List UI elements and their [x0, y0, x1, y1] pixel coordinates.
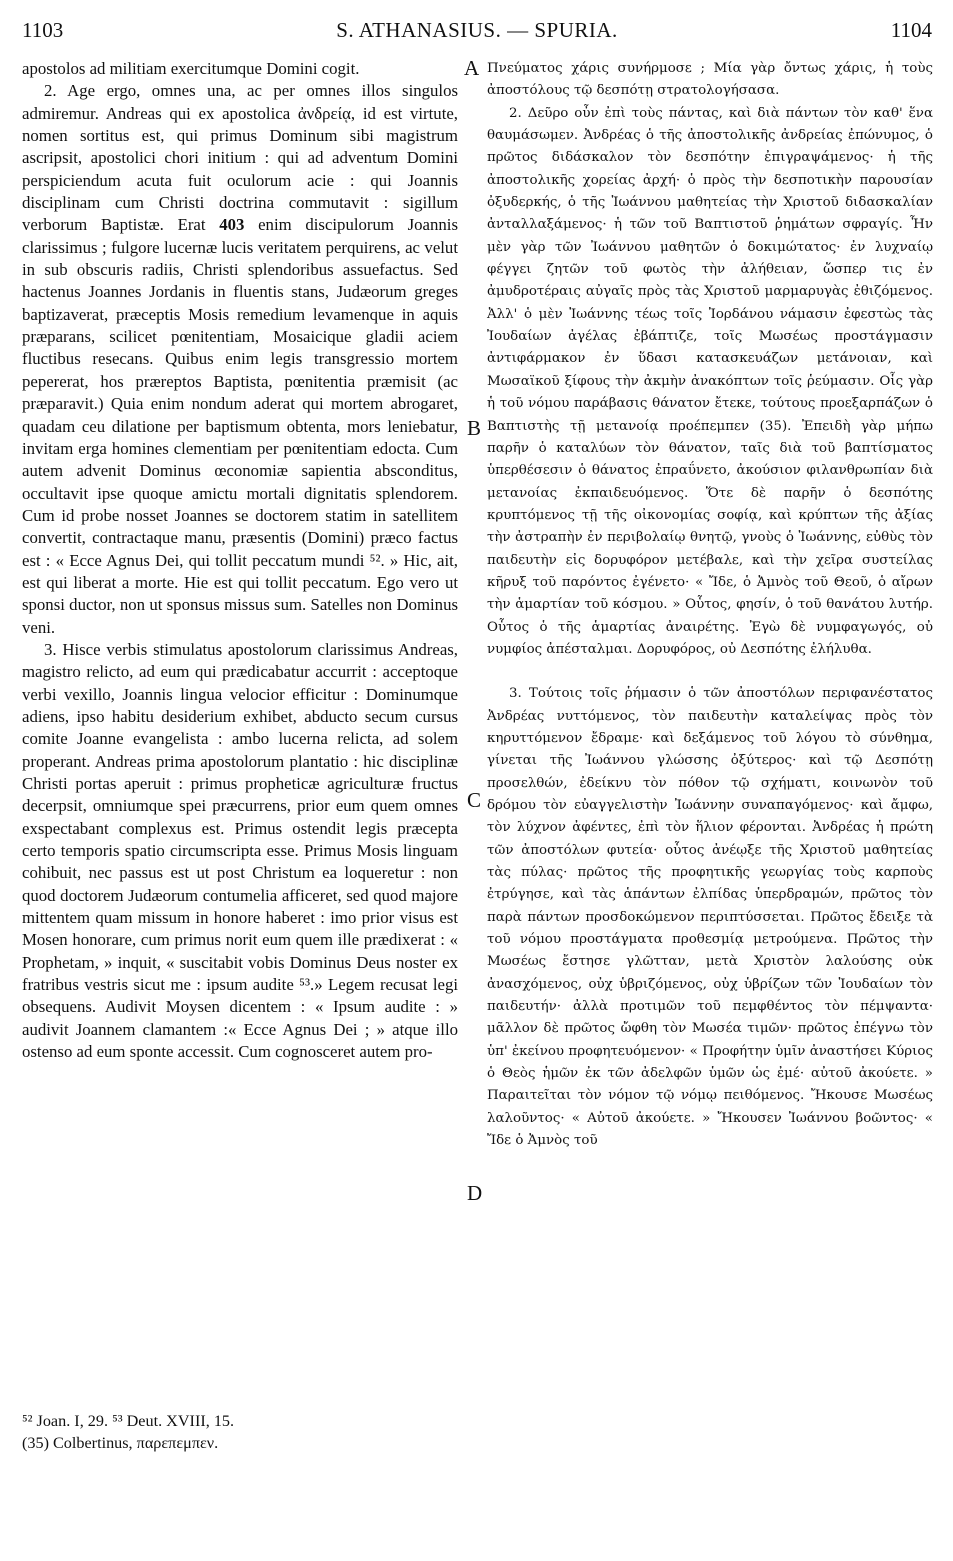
section-marker-c: C [467, 788, 482, 812]
latin-paragraph-3: 3. Hisce verbis stimulatus apostolorum clarissimus Andreas, magistro relicto, ad eum qui prædicabatur accurrit : acceptoque verbi vexillo, Joannis lingua velocior efficitur : Dominumque adiens, ipso habitu desiderium exhibet, abducto secum cursus comite Joanne evangelista : ambo lucerna relicta, ad solem properant. Andreas prima apostolorum plantatio : hic disciplinæ Christi portas aperuit : primus propheticæ agriculturæ fructus decerpsit, omniumque spei præcurrens, prior eum quem omnes exspectabant complexus est. Primus ostendit legis præcepta certo temporis spatio circumscripta esse. Primus Mosis linguam cohibuit, nec passus est ut post Christum ea loqueretur : non quod doctorem Judæorum contumelia afficeret, sed quod majore mittentem quam missum in honore haberet : imo prior visus est Mosen honorare, cum primus norit eum quem ille prædixerat : « Prophetam, » inquit, « suscitabit vobis Dominus Deus noster ex fratribus vestris sicut me : ipsum audite ⁵³.» Legem recusat legi obsequens. Audivit Moysen dicentem : « Ipsum audite : » audivit Joannem clamantem :« Ecce Agnus Dei ; » atque illo ostenso ad eum sponte accessit. Cum cognosceret autem pro- [22, 639, 458, 1062]
latin-paragraph-2-part-b: enim discipulorum Joannis clarissimus ; fulgore lucernæ lucis veritatem perquirens, ac velut in sub obscuris radiis, Christi splendoribus assuefactus. Sed hactenus Joannes Jordanis in fluentis stans, Judæorum greges baptizaverat, præceptis Mosis remedium levamenque in aquis præparans, scilicet pœnitentiam, Mosaicique gladii aciem fluctibus resecans. Quibus enim legis transgressio mortem pepererat, hos præreptos Baptista, pœnitentia præmisit (ac præparavit.) Quia enim nondum aderat qui mortem abrogaret, quadam ceu dilatione per baptismum obtenta, mors leniebatur, invitam erga homines clementiam per pœnitentiam edocta. Cum autem advenit Dominus œconomiæ sapientia absconditus, occultavit ipse quoque amictu mortali dignitatis splendorem. Cum id probe nosset Joannes se doctorem statim in satellitem convertit, contractaque manu, præsentis (Domini) præco factus est : « Ecce Agnus Dei, qui tollit peccatum mundi ⁵². » Hic, ait, est qui liberat a morte. Hie est qui tollit peccatum. Ego vero ut sponsi ductor, non ut sponsus missus sum. Satelles non Dominus veni. [22, 215, 458, 637]
latin-column [22, 58, 458, 1063]
page-number-right: 1104 [890, 18, 932, 42]
latin-paragraph-2 [22, 80, 458, 639]
running-title: S. ATHANASIUS. — SPURIA. [336, 18, 618, 42]
greek-paragraph-2: 2. Δεῦρο οὖν ἐπὶ τοὺς πάντας, καὶ διὰ πάντων τὸν καθ' ἕνα θαυμάσωμεν. Ἀνδρέας ὁ τῆς ἀποστολικῆς ἀνδρείας ἐπώνυμος, ὁ πρῶτος διδάσκαλον τὸν δεσπότην ἐπιγραψάμενος· ἡ τῆς ἀποστολικῆς χορείας ἀρχή· ὁ πρὸς τὴν δεσποτικὴν παρουσίαν ὀξυδερκής, ὁ τῆς Ἰωάννου μαθητείας τὴν Χριστοῦ διδασκαλίαν ἀνταλλαξάμενος· ἡ τῶν τοῦ Βαπτιστοῦ ῥημάτων σφραγίς. Ἦν μὲν γὰρ τῶν Ἰωάννου μαθητῶν ὁ δοκιμώτατος· ἐν λυχναίῳ φέγγει ζητῶν τοῦ φωτὸς τὴν ἀλήθειαν, ὥσπερ τις ἐν ἀμυδροτέραις αὐγαῖς πρὸς τὰς Χριστοῦ μαρμαρυγὰς ἐθιζόμενος. Ἀλλ' ὁ μὲν Ἰωάννης τέως τοῖς Ἰορδάνου νάμασιν ἐφεστὼς τὰς Ἰουδαίων ἀγέλας ἐβάπτιζε, τοῖς Μωσέως προστάγμασιν ἀντιφάρμακον ἐν ὕδασι κατασκευάζων μετάνοιαν, καὶ Μωσαϊκοῦ ξίφους τὴν ἀκμὴν ἀνακόπτων τοῖς ῥεύμασιν. Οἷς γὰρ ἡ τοῦ νόμου παράβασις θάνατον ἔτεκε, τούτους προεξαρπάζων ὁ Βαπτιστὴς τῇ μετανοίᾳ προέπεμπεν (35). Ἐπειδὴ γὰρ μήπω παρῆν ὁ καταλύων τὸν θάνατον, ταῖς διὰ τοῦ βαπτίσματος ὑπερθέσεσιν ὁ θάνατος ἐπραΰνετο, ἀκούσιον φιλανθρωπίαν διὰ μετανοίας ἐκπαιδευόμενος. Ὅτε δὲ παρῆν ὁ δεσπότης κρυπτόμενος τῇ τῆς οἰκονομίας σοφίᾳ, καὶ κρύπτων τῆς ἀξίας τὴν ἀστραπὴν ἐν περιβολαίῳ θνητῷ, γνοὺς ὁ Ἰωάννης, εὐθὺς τὸν παιδευτὴν εἰς δορυφόρον μετέβαλε, καὶ τὴν χεῖρα συστείλας κῆρυξ τοῦ παρόντος ἐγένετο· « Ἴδε, ὁ Ἀμνὸς τοῦ Θεοῦ, ὁ αἴρων τὴν ἁμαρτίαν τοῦ κόσμου. » Οὗτος, φησίν, ὁ τοῦ θανάτου λυτήρ. Οὗτος ὁ τῆς ἁμαρτίας ἀναιρέτης. Ἐγὼ δὲ νυμφαγωγός, οὐ νυμφίος ἀπέσταλμαι. Δορυφόρος, οὐ Δεσπότης ἐλήλυθα. [487, 105, 933, 657]
page-header [22, 18, 932, 48]
column-number-bold: 403 [219, 215, 245, 235]
footnote-scripture: ⁵² Joan. I, 29. ⁵³ Deut. XVIII, 15. [22, 1412, 235, 1430]
paragraph-gap [487, 661, 933, 683]
page-number-left: 1103 [22, 18, 64, 42]
greek-paragraph-3: 3. Τούτοις τοῖς ῥήμασιν ὁ τῶν ἀποστόλων περιφανέστατος Ἀνδρέας νυττόμενος, τὸν παιδευτὴν καταλείψας πρὸς τὸν κηρυττόμενον ἔδραμε· καὶ δεξάμενος τοῦ λόγου τὸ σύνθημα, γίνεται τῆς Ἰωάννου γλώσσης ὀξύτερος· καὶ τῷ Δεσπότῃ προσελθών, ἐδείκνυ τὸν πόθον τῷ σχήματι, κοινωνὸν τοῦ δρόμου τὸν εὐαγγελιστὴν Ἰωάννην συναπαγόμενος· καὶ ἄμφω, τὸν λύχνον ἀφέντες, ἐπὶ τὸν ἥλιον φέρονται. Ἀνδρέας ἡ πρώτη τῶν ἀποστόλων φυτεία· οὗτος ἀνέῳξε τῆς Χριστοῦ μαθητείας τὰς πύλας· πρῶτος τῆς προφητικῆς γεωργίας τοὺς καρποὺς ἐτρύγησε, καὶ τὰς ἁπάντων ἐλπίδας ὑπερδραμών, πρῶτος τὸν παρὰ πάντων προσδοκώμενον περιπτύσσεται. Πρῶτος ἔδειξε τὰ τοῦ νόμου προστάγματα προθεσμίᾳ μετρούμενα. Πρῶτος τὴν Μωσέως ἔστησε γλῶτταν, μετὰ Χριστὸν λαλούσης οὐκ ἀνασχόμενος, οὐχ ὑβριζόμενος, οὐχ ὑβρίζων τῶν Ἰουδαίων τὸν παιδευτήν· ἀλλὰ προτιμῶν τοῦ πεμφθέντος τὸν πέμψαντα· μᾶλλον δὲ πρῶτος ὤφθη τὸν Μωσέα τιμῶν· πρῶτος ἐπέγνω τὸν ὑπ' ἐκείνου προφητευόμενον· « Προφήτην ὑμῖν ἀναστήσει Κύριος ὁ Θεὸς ἡμῶν ἐκ τῶν ἀδελφῶν ὑμῶν ὡς ἐμέ· αὐτοῦ ἀκούετε. » Παραιτεῖται τὸν νόμον τῷ νόμῳ πειθόμενος. Ἤκουσε Μωσέως λαλοῦντος· « Αὐτοῦ ἀκούετε. » Ἤκουσεν Ἰωάννου βοῶντος· « Ἴδε ὁ Ἀμνὸς τοῦ [487, 686, 933, 1149]
footnotes [22, 1410, 458, 1454]
section-marker-a: A [464, 56, 480, 80]
section-marker-d: D [467, 1181, 483, 1205]
section-marker-b: B [467, 416, 482, 440]
greek-paragraph-1: Πνεύματος χάρις συνήρμοσε ; Μία γὰρ ὄντως χάρις, ἡ τοὺς ἀποστόλους τῷ δεσπότῃ στρατολογήσασα. [487, 61, 933, 99]
greek-column [487, 58, 933, 1153]
latin-paragraph-2-part-a: 2. Age ergo, omnes una, ac per omnes illos singulos admiremur. Andreas qui ex apostolica ἀνδρείᾳ, id est virtute, nomen sortitus est, qui primus Dominum sibi magistrum ascripsit, apostolici chori initium : qui ad adventum Domini perspiciendum acuta fuit oculorum acie : qui Joannis disciplinam cum Christi doctrina commutavit : sigillum verborum Baptistæ. Erat [22, 81, 458, 235]
latin-paragraph-1: apostolos ad militiam exercitumque Domini cogit. [22, 59, 360, 78]
footnote-variant: (35) Colbertinus, παρεπεμπεν. [22, 1434, 219, 1452]
